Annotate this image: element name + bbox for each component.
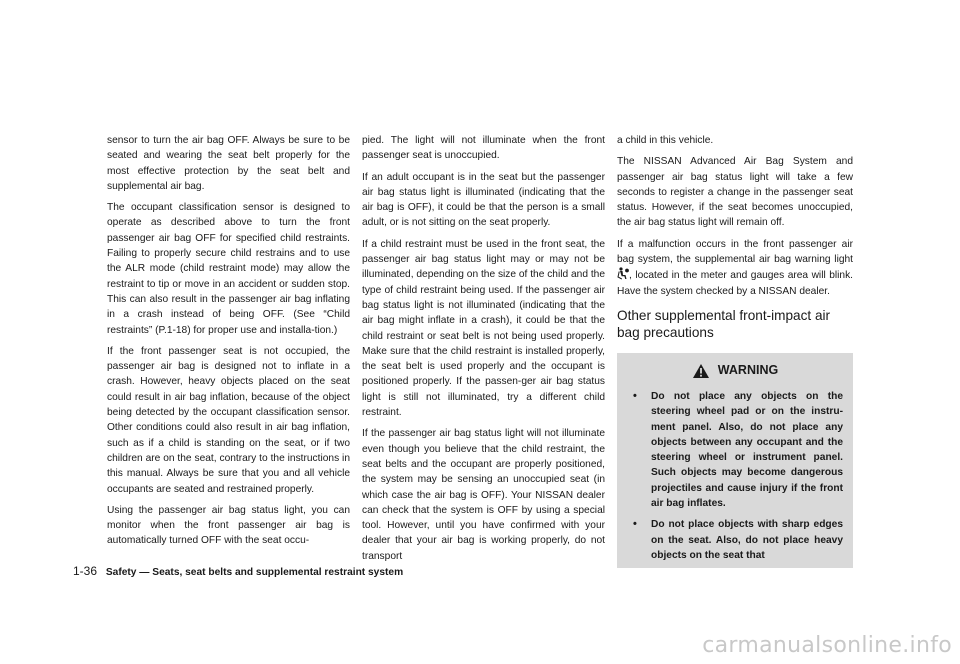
- text-column-3: [617, 133, 853, 568]
- page-footer: [73, 564, 403, 578]
- warning-triangle-icon: [692, 363, 710, 379]
- paragraph-text: If a malfunction occurs in the front passenger air bag system, the supplemental air bag warning light: [617, 238, 853, 266]
- airbag-warning-icon: [617, 267, 629, 280]
- warning-box: [617, 353, 853, 568]
- section-heading: Other supplemental front-impact air bag precautions: [617, 307, 831, 340]
- text-column-1: [107, 133, 350, 555]
- paragraph: Using the passenger air bag status light, you can monitor when the front passenger air bag is automatically turned OFF with the seat occu-: [107, 504, 350, 547]
- paragraph: a child in this vehicle.: [617, 135, 714, 146]
- paragraph: The NISSAN Advanced Air Bag System and passenger air bag status light will take a few seconds to register a change in the passenger seat status. However, if the seat becomes unoccupied, the air bag status light will remain off.: [617, 156, 853, 229]
- paragraph: sensor to turn the air bag OFF. Always be sure to be seated and wearing the seat belt properly for the most effective protection by the seat belt and supplemental air bag.: [107, 135, 350, 192]
- page-number: 1-36: [73, 564, 98, 578]
- paragraph-text: , located in the meter and gauges area will blink. Have the system checked by a NISSAN dealer.: [617, 270, 853, 297]
- warning-item: • Do not place any objects on the steering wheel pad or on the instru-ment panel. Also, do not place any objects between any occupant and the steering wheel or instrument panel. Such objects may become dangerous projectiles and cause injury if the front air bag inflates.: [627, 389, 843, 511]
- section-title: Safety — Seats, seat belts and supplemental restraint system: [105, 567, 404, 578]
- paragraph: pied. The light will not illuminate when the front passenger seat is unoccupied.: [362, 135, 605, 162]
- text-column-2: [362, 133, 605, 570]
- paragraph: If a child restraint must be used in the front seat, the passenger air bag status light may or may not be illuminated, depending on the size of the child and the type of child restraint being used. If the passenger air bag status light is not illuminated (indicating that the air bag might inflate in a crash), it could be that the child restraint or seat belt is not being used properly. Make sure that the child restraint is installed properly, the seat belt is used properly and the occupant is positioned properly. If the passen-ger air bag status light is still not illuminated, try a different child restraint.: [362, 238, 605, 419]
- warning-header: [627, 363, 843, 379]
- watermark: carmanualsonline.info: [702, 633, 952, 658]
- paragraph-with-icon: [617, 237, 853, 299]
- warning-item: • Do not place objects with sharp edges on the seat. Also, do not place heavy objects on the seat that: [627, 517, 843, 563]
- warning-title: WARNING: [717, 363, 779, 378]
- paragraph: If the passenger air bag status light will not illuminate even though you believe that the child restraint, the seat belts and the occupant are properly positioned, the system may be sensing an unoccupied seat (in which case the air bag is OFF). Your NISSAN dealer can check that the system is OFF by using a special tool. However, until you have confirmed with your dealer that your air bag is working properly, do not transport: [362, 428, 605, 562]
- warning-list: [627, 389, 843, 563]
- paragraph: If the front passenger seat is not occupied, the passenger air bag is designed not to inflate in a crash. However, heavy objects placed on the seat could result in air bag inflation, because of the object being detected by the occupant classification sensor. Other conditions could also result in air bag inflation, such as if a child is standing on the seat, or if two children are on the seat, contrary to the instructions in this manual. Always be sure that you and all vehicle occupants are seated and restrained properly.: [107, 345, 350, 495]
- paragraph: The occupant classification sensor is designed to operate as described above to turn the front passenger air bag OFF for specified child restraints. Failing to properly secure child restrains and to use the ALR mode (child restraint mode) may allow the restraint to tip or move in an accident or sudden stop. This can also result in the passenger air bag inflating in a crash instead of being OFF. (See “Child restraints” (P.1-18) for proper use and installa-tion.): [107, 202, 350, 336]
- paragraph: If an adult occupant is in the seat but the passenger air bag status light is illuminated (indicating that the air bag is OFF), it could be that the person is a small adult, or is not sitting on the seat properly.: [362, 171, 605, 229]
